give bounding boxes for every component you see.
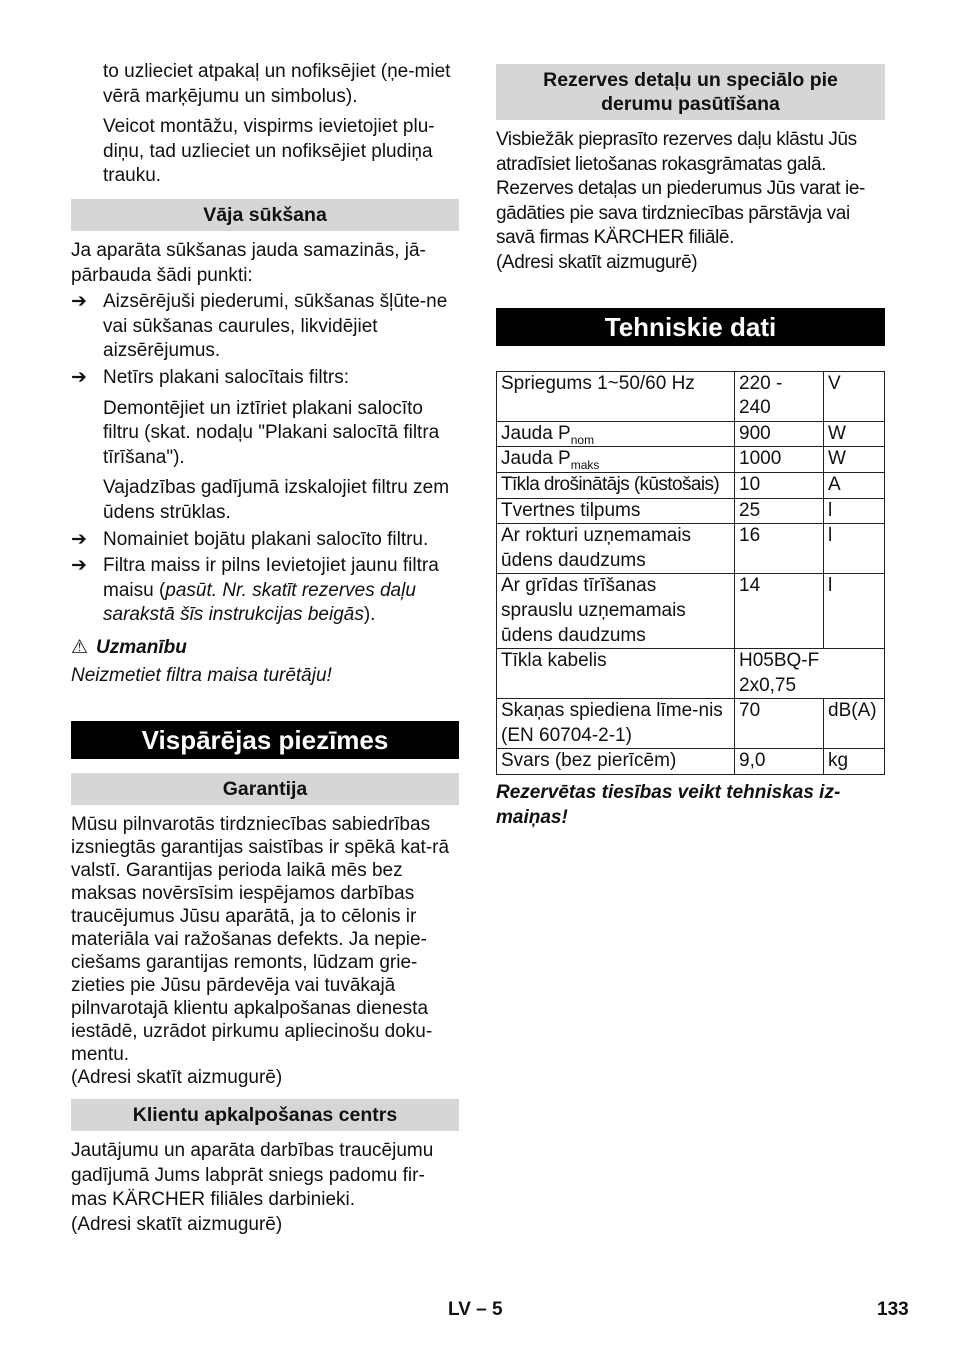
table-row	[497, 749, 885, 775]
table-cell-unit: W	[824, 421, 885, 447]
service-text: Jautājumu un aparāta darbības traucējumu gadījumā Jums labprāt sniegs padomu fir-mas KÄRCHER filiāles darbinieki.	[71, 1140, 434, 1211]
page-number: 133	[877, 1299, 909, 1320]
label-text: Jauda P	[501, 422, 571, 444]
warranty-text: Mūsu pilnvarotās tirdzniecības sabiedrības izsniegtās garantijas saistības ir spēkā kat-rā valstī. Garantijas perioda laikā mēs bez maksas novērsīsim iespējamos darbības traucējumus Jūsu aparātā, ja to cēlonis ir materiāla vai ražošanas defekts. Ja nepie-ciešams garantijas remonts, lūdzam grie-zieties pie Jūsu pārdevēja vai tuvākajā pilnvarotajā klientu apkalpošanas dienesta iestādē, uzrādot pirkumu apliecinošu doku-mentu.	[71, 814, 450, 1066]
page-footer-section	[448, 1298, 503, 1323]
arrow-right-icon: ➔	[71, 291, 87, 313]
table-cell-unit: l	[824, 574, 885, 649]
general-notes-heading: Vispārējas piezīmes	[71, 721, 459, 759]
intro-paragraph-1: to uzlieciet atpakaļ un nofiksējiet (ņe-miet vērā marķējumu un simbolus).	[103, 61, 451, 107]
table-cell-label: Spriegums 1~50/60 Hz	[497, 371, 735, 421]
label-subscript: maks	[570, 458, 600, 473]
left-column	[71, 60, 459, 1237]
table-cell-value: 9,0	[735, 749, 824, 775]
intro-paragraph-2: Veicot montāžu, vispirms ievietojiet plu-diņu, tad uzlieciet un nofiksējiet pludiņa trauku.	[103, 116, 435, 187]
warranty-heading: Garantija	[71, 773, 459, 805]
table-cell-label	[497, 447, 735, 473]
spare-parts-text-2: Rezerves detaļas un piederumus Jūs varat ie-gādāties pie sava tirdzniecības pārstāvja vai savā firmas KÄRCHER filiālē.	[496, 178, 865, 249]
arrow-right-icon: ➔	[71, 555, 87, 577]
list-item-text: Nomainiet bojātu plakani salocīto filtru.	[103, 528, 429, 550]
table-cell-unit: V	[824, 371, 885, 421]
table-cell-unit: dB(A)	[824, 699, 885, 749]
table-cell-value: 900	[735, 421, 824, 447]
table-row	[497, 649, 885, 699]
table-cell-value: 10	[735, 472, 824, 498]
table-cell-label: Skaņas spiediena līme-nis (EN 60704-2-1)	[497, 699, 735, 749]
table-cell-label: Ar rokturi uzņemamais ūdens daudzums	[497, 524, 735, 574]
warning-triangle-icon: ⚠	[71, 636, 89, 658]
spare-parts-address: (Adresi skatīt aizmugurē)	[496, 251, 698, 273]
tech-note: Rezervētas tiesības veikt tehniskas iz-maiņas!	[496, 782, 841, 828]
label-text: Jauda P	[501, 448, 571, 470]
list-item-text: Filtra maiss ir pilns Ievietojiet jaunu filtra maisu (	[103, 555, 439, 601]
warranty-address: (Adresi skatīt aizmugurē)	[71, 1067, 283, 1089]
list-item-text: Aizsērējuši piederumi, sūkšanas šļūte-ne vai sūkšanas caurules, likvidējiet aizsērējumus.	[103, 291, 448, 362]
caution-notice	[71, 636, 459, 661]
label-subscript: nom	[570, 432, 595, 447]
table-cell-unit: kg	[824, 749, 885, 775]
list-item-text: Netīrs plakani salocītais filtrs:	[103, 366, 350, 388]
language-code: LV	[448, 1299, 471, 1320]
part-number-reference: pasūt. Nr. skatīt rezerves daļu sarakstā šīs instrukcijas beigās	[103, 579, 416, 626]
table-cell-unit: W	[824, 447, 885, 473]
weak-suction-intro: Ja aparāta sūkšanas jauda samazinās, jā-pārbauda šādi punkti:	[71, 239, 426, 286]
table-cell-value: 16	[735, 524, 824, 574]
right-column	[496, 64, 885, 830]
table-cell-unit: l	[824, 524, 885, 574]
table-cell-value: H05BQ-F 2x0,75	[735, 649, 885, 699]
table-row	[497, 447, 885, 473]
list-item	[71, 554, 459, 628]
table-cell-label: Tīkla drošinātājs (kūstošais)	[497, 472, 735, 498]
tech-data-heading: Tehniskie dati	[496, 308, 885, 346]
table-cell-label	[497, 421, 735, 447]
arrow-right-icon: ➔	[71, 366, 87, 388]
arrow-right-icon: ➔	[71, 528, 87, 550]
table-row	[497, 574, 885, 649]
service-address: (Adresi skatīt aizmugurē)	[71, 1213, 283, 1235]
spare-parts-heading: Rezerves detaļu un speciālo pie derumu pasūtīšana	[496, 64, 885, 120]
section-page: – 5	[476, 1299, 503, 1320]
table-cell-value: 1000	[735, 447, 824, 473]
list-item	[71, 290, 459, 364]
tech-data-table	[496, 371, 885, 776]
table-cell-unit: A	[824, 472, 885, 498]
list-subtext: Vajadzības gadījumā izskalojiet filtru zem ūdens strūklas.	[103, 477, 450, 523]
table-row	[497, 371, 885, 421]
list-subtext: Demontējiet un iztīriet plakani salocīto filtru (skat. nodaļu "Plakani salocītā filtra tīrīšana").	[103, 397, 440, 468]
table-row	[497, 472, 885, 498]
table-cell-label: Svars (bez pierīcēm)	[497, 749, 735, 775]
table-cell-value: 220 - 240	[735, 371, 824, 421]
list-item	[71, 366, 459, 391]
table-row	[497, 524, 885, 574]
table-cell-label: Ar grīdas tīrīšanas sprauslu uzņemamais ūdens daudzums	[497, 574, 735, 649]
table-cell-unit: l	[824, 498, 885, 524]
spare-parts-text-1: Visbiežāk pieprasīto rezerves daļu klāstu Jūs atradīsiet lietošanas rokasgrāmatas galā.	[496, 129, 857, 175]
weak-suction-heading: Vāja sūkšana	[71, 199, 459, 231]
table-cell-label: Tvertnes tilpums	[497, 498, 735, 524]
caution-text: Neizmetiet filtra maisa turētāju!	[71, 665, 332, 687]
table-cell-value: 70	[735, 699, 824, 749]
table-row	[497, 421, 885, 447]
list-item-text-end: ).	[363, 604, 376, 626]
caution-title: Uzmanību	[96, 636, 187, 658]
table-cell-value: 25	[735, 498, 824, 524]
service-heading: Klientu apkalpošanas centrs	[71, 1099, 459, 1131]
table-row	[497, 498, 885, 524]
table-row	[497, 699, 885, 749]
table-cell-label: Tīkla kabelis	[497, 649, 735, 699]
list-item	[71, 528, 459, 553]
table-cell-value: 14	[735, 574, 824, 649]
